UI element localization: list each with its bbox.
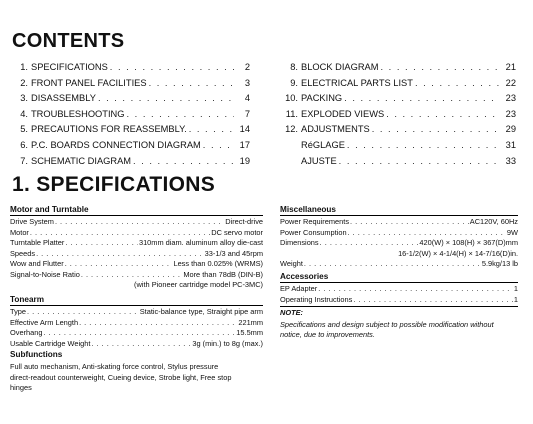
spec-row bbox=[280, 284, 518, 295]
spec-label: Overhang bbox=[10, 328, 43, 337]
toc-item[interactable] bbox=[280, 60, 516, 76]
specifications-heading: 1. SPECIFICATIONS bbox=[12, 173, 216, 196]
spec-label: Usable Cartridge Weight bbox=[10, 338, 91, 348]
spec-value: 15.5mm bbox=[236, 328, 263, 337]
spec-value: (with Pioneer cartridge model PC-3MC) bbox=[134, 280, 263, 289]
spec-label: Type bbox=[10, 307, 27, 316]
spec-label: Power Requirements bbox=[280, 217, 350, 226]
toc-number: 2. bbox=[20, 77, 28, 88]
toc-leader-dots bbox=[347, 138, 500, 154]
toc-leader-dots bbox=[133, 154, 234, 170]
toc-title: BLOCK DIAGRAM bbox=[301, 62, 379, 72]
spec-leader-dots bbox=[353, 295, 513, 306]
note-title: NOTE: bbox=[280, 308, 303, 317]
toc-page: 23 bbox=[505, 93, 516, 104]
spec-leader-dots bbox=[43, 328, 235, 339]
toc-item[interactable] bbox=[10, 76, 250, 92]
toc-item[interactable] bbox=[280, 76, 516, 92]
toc-title: DISASSEMBLY bbox=[31, 93, 96, 104]
spec-row bbox=[10, 259, 263, 270]
spec-label: Operating Instructions bbox=[280, 294, 353, 304]
spec-leader-dots bbox=[320, 238, 419, 249]
toc-title: FRONT PANEL FACILITIES bbox=[31, 77, 147, 88]
spec-value: 420(W) × 108(H) × 367(D)mm bbox=[419, 238, 518, 247]
subfunctions-line: direct-readout counterweight, Cueing device, Strobe light, Free stop bbox=[10, 372, 232, 382]
spec-value: 5.9kg/13 lb bbox=[481, 259, 518, 268]
toc-page: 3 bbox=[244, 77, 250, 88]
spec-row bbox=[280, 228, 518, 239]
toc-page: 14 bbox=[239, 124, 250, 135]
toc-page: 2 bbox=[244, 62, 250, 72]
toc-item[interactable] bbox=[280, 138, 516, 154]
spec-value: 310mm diam. aluminum alloy die-cast bbox=[138, 238, 263, 247]
toc-item[interactable] bbox=[10, 154, 250, 170]
contents-heading: CONTENTS bbox=[12, 30, 125, 52]
section-title-subfunctions: Subfunctions bbox=[10, 350, 63, 359]
spec-leader-dots bbox=[65, 238, 138, 249]
toc-number: 1. bbox=[20, 62, 28, 72]
toc-leader-dots bbox=[415, 76, 500, 92]
spec-value: 33-1/3 and 45rpm bbox=[204, 248, 263, 258]
toc-leader-dots bbox=[386, 107, 500, 123]
toc-page: 19 bbox=[239, 155, 250, 166]
toc-left-column bbox=[10, 60, 250, 169]
section-title-tonearm: Tonearm bbox=[10, 295, 44, 304]
spec-leader-dots bbox=[36, 249, 204, 260]
toc-leader-dots bbox=[189, 122, 234, 138]
toc-page: 31 bbox=[505, 139, 516, 150]
toc-page: 7 bbox=[244, 108, 250, 119]
spec-leader-dots bbox=[65, 259, 173, 270]
spec-label: Speeds bbox=[10, 248, 36, 258]
toc-page: 4 bbox=[244, 93, 250, 104]
toc-number: 5. bbox=[20, 124, 28, 135]
note-text bbox=[280, 320, 520, 340]
spec-label: Motor bbox=[10, 227, 29, 237]
spec-value: AC120V, 60Hz bbox=[469, 217, 518, 226]
toc-item[interactable] bbox=[10, 122, 250, 138]
spec-row bbox=[10, 307, 263, 318]
spec-row bbox=[10, 228, 263, 239]
spec-row bbox=[10, 318, 263, 329]
spec-row bbox=[10, 280, 263, 291]
spec-leader-dots bbox=[350, 217, 469, 228]
toc-number: 11. bbox=[285, 108, 298, 119]
toc-leader-dots bbox=[381, 60, 501, 76]
spec-label: Drive System bbox=[10, 217, 54, 226]
toc-item[interactable] bbox=[10, 138, 250, 154]
spec-value: 16-1/2(W) × 4-1/4(H) × 14-7/16(D)in. bbox=[398, 248, 518, 258]
subfunctions-line: Full auto mechanism, Anti-skating force control, Stylus pressure bbox=[10, 362, 219, 371]
spec-label: Power Consumption bbox=[280, 227, 347, 237]
toc-page: 21 bbox=[505, 62, 516, 72]
toc-title: TROUBLESHOOTING bbox=[31, 108, 125, 119]
spec-leader-dots bbox=[55, 217, 224, 228]
spec-value: 1 bbox=[513, 284, 518, 293]
toc-number: 10. bbox=[285, 93, 298, 104]
spec-label: EP Adapter bbox=[280, 284, 318, 293]
toc-page: 23 bbox=[505, 108, 516, 119]
note-line: notice, due to improvements. bbox=[280, 330, 375, 339]
note-line: Specifications and design subject to possible modification without bbox=[280, 320, 494, 329]
toc-title: PACKING bbox=[301, 93, 343, 104]
toc-leader-dots bbox=[203, 138, 234, 154]
spec-label: Turntable Platter bbox=[10, 238, 65, 247]
spec-label: Dimensions bbox=[280, 238, 319, 247]
toc-page: 22 bbox=[505, 77, 516, 88]
spec-row bbox=[10, 270, 263, 281]
misc-spec-list bbox=[280, 217, 518, 270]
spec-label: Weight bbox=[280, 259, 303, 268]
toc-item[interactable] bbox=[280, 107, 516, 123]
toc-leader-dots bbox=[344, 91, 500, 107]
subfunctions-text bbox=[10, 362, 270, 394]
spec-leader-dots bbox=[304, 259, 481, 270]
toc-right-column bbox=[280, 60, 516, 169]
toc-number: 12. bbox=[285, 124, 298, 135]
toc-leader-dots bbox=[98, 91, 234, 107]
spec-label: Wow and Flutter bbox=[10, 259, 64, 268]
spec-leader-dots bbox=[91, 339, 191, 350]
spec-label: Effective Arm Length bbox=[10, 317, 79, 327]
spec-value: 221mm bbox=[238, 317, 263, 327]
subfunctions-line: hinges bbox=[10, 383, 32, 392]
toc-page: 29 bbox=[505, 124, 516, 135]
toc-number: 8. bbox=[290, 62, 298, 72]
spec-value: Direct-drive bbox=[225, 217, 263, 226]
toc-title: PRECAUTIONS FOR REASSEMBLY. bbox=[31, 124, 187, 135]
spec-value: Static-balance type, Straight pipe arm bbox=[139, 307, 263, 316]
toc-title: AJUSTE bbox=[301, 155, 337, 166]
toc-page: 17 bbox=[239, 139, 250, 150]
toc-number: 4. bbox=[20, 108, 28, 119]
toc-item[interactable] bbox=[280, 122, 516, 138]
section-rule bbox=[280, 306, 518, 307]
toc-leader-dots bbox=[372, 122, 500, 138]
spec-row bbox=[10, 249, 263, 260]
spec-leader-dots bbox=[348, 228, 506, 239]
toc-leader-dots bbox=[110, 60, 234, 76]
toc-number: 7. bbox=[20, 155, 28, 166]
toc-title: ADJUSTMENTS bbox=[301, 124, 370, 135]
spec-row bbox=[280, 295, 518, 306]
spec-leader-dots bbox=[81, 270, 182, 281]
toc-item[interactable] bbox=[10, 107, 250, 123]
section-rule bbox=[280, 215, 518, 216]
spec-row bbox=[10, 339, 263, 350]
toc-leader-dots bbox=[127, 107, 235, 123]
toc-item[interactable] bbox=[280, 91, 516, 107]
spec-value: 1 bbox=[513, 294, 518, 304]
spec-value: 3g (min.) to 8g (max.) bbox=[192, 338, 263, 348]
toc-title: SCHEMATIC DIAGRAM bbox=[31, 155, 132, 166]
section-title-accessories: Accessories bbox=[280, 272, 329, 281]
toc-title: RéGLAGE bbox=[301, 139, 345, 150]
spec-value: More than 78dB (DIN-B) bbox=[183, 269, 263, 279]
toc-number: 6. bbox=[20, 139, 28, 150]
spec-row bbox=[280, 217, 518, 228]
tonearm-spec-list bbox=[10, 307, 263, 349]
spec-row bbox=[10, 328, 263, 339]
toc-item[interactable] bbox=[10, 60, 250, 76]
spec-row bbox=[10, 217, 263, 228]
spec-value: 9W bbox=[506, 227, 518, 237]
section-rule bbox=[10, 215, 263, 216]
toc-leader-dots bbox=[149, 76, 234, 92]
section-rule bbox=[280, 282, 518, 283]
toc-number: 9. bbox=[290, 77, 298, 88]
toc-page: 33 bbox=[505, 155, 516, 166]
toc-item[interactable] bbox=[10, 91, 250, 107]
spec-row bbox=[280, 249, 518, 260]
spec-value: DC servo motor bbox=[211, 227, 263, 237]
accessories-list bbox=[280, 284, 518, 305]
toc-title: SPECIFICATIONS bbox=[31, 62, 108, 72]
spec-leader-dots bbox=[79, 318, 237, 329]
spec-row bbox=[10, 238, 263, 249]
spec-value: Less than 0.025% (WRMS) bbox=[173, 259, 263, 268]
spec-leader-dots bbox=[318, 284, 513, 295]
spec-leader-dots bbox=[30, 228, 210, 239]
section-title-miscellaneous: Miscellaneous bbox=[280, 205, 336, 214]
section-rule bbox=[10, 305, 263, 306]
toc-item[interactable] bbox=[280, 154, 516, 170]
spec-leader-dots bbox=[27, 307, 139, 318]
toc-title: EXPLODED VIEWS bbox=[301, 108, 385, 119]
section-title-motor: Motor and Turntable bbox=[10, 205, 89, 214]
spec-row bbox=[280, 259, 518, 270]
motor-spec-list bbox=[10, 217, 263, 291]
toc-number: 3. bbox=[20, 93, 28, 104]
spec-label: Signal-to-Noise Ratio bbox=[10, 269, 80, 279]
toc-leader-dots bbox=[339, 154, 500, 170]
toc-title: P.C. BOARDS CONNECTION DIAGRAM bbox=[31, 139, 201, 150]
spec-row bbox=[280, 238, 518, 249]
toc-title: ELECTRICAL PARTS LIST bbox=[301, 77, 413, 88]
